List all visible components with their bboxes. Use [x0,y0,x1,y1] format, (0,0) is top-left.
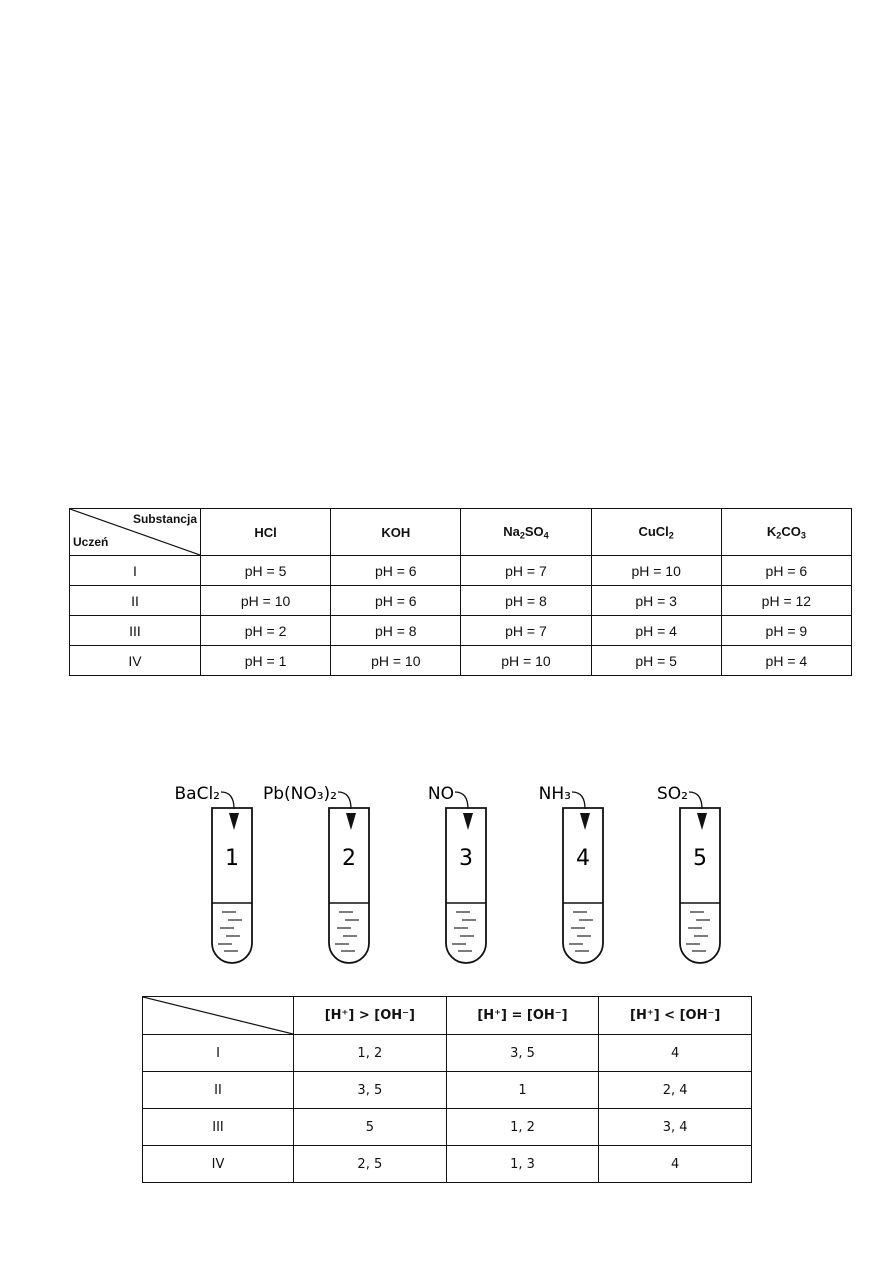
ph-cell: pH = 10 [201,586,331,616]
answer-row [143,1072,752,1109]
arrow-line [572,792,585,809]
answer-header-acidic: [H⁺] > [OH⁻] [294,997,447,1035]
ph-cell: pH = 7 [461,616,591,646]
ph-cell: pH = 6 [331,556,461,586]
tube-outline [563,808,603,963]
answer-row-label: I [143,1035,294,1072]
tube-reagent-label: SO₂ [657,784,688,804]
arrow-head [346,813,356,830]
ph-header: $Na_2SO_4$ [461,509,591,556]
answer-cell: 1, 2 [446,1109,599,1146]
ph-row [70,586,852,616]
tube-number: 5 [693,846,707,871]
answer-row [143,1035,752,1072]
test-tube [175,784,253,963]
answer-cell: 1 [446,1072,599,1109]
ph-table-header-row [70,509,852,556]
ph-row-label: IV [70,646,201,676]
corner-label-substance: Substancja [132,512,197,526]
ph-cell: pH = 3 [591,586,721,616]
tube-number: 4 [576,846,590,871]
ph-cell: pH = 10 [331,646,461,676]
test-tube [657,784,720,963]
ph-table-corner [70,509,201,556]
answer-header-basic: [H⁺] < [OH⁻] [599,997,752,1035]
tube-outline [680,808,720,963]
test-tube [263,784,369,963]
answer-cell: 4 [599,1035,752,1072]
answer-row-label: IV [143,1146,294,1183]
arrow-line [338,792,351,809]
tube-reagent-label: Pb(NO₃)₂ [262,784,337,804]
tube-outline [329,808,369,963]
ph-cell: pH = 5 [591,646,721,676]
arrow-head [697,813,707,830]
tube-outline [446,808,486,963]
ph-row-label: II [70,586,201,616]
answer-cell: 5 [294,1109,447,1146]
arrow-head [229,813,239,830]
tube-outline [212,808,252,963]
arrow-line [221,792,234,809]
answer-cell: 2, 4 [599,1072,752,1109]
ph-cell: pH = 6 [331,586,461,616]
test-tube [539,784,603,963]
answer-cell: 4 [599,1146,752,1183]
ph-row-label: I [70,556,201,586]
answer-table-header-row [143,997,752,1035]
ph-cell: pH = 12 [721,586,851,616]
answer-cell: 3, 4 [599,1109,752,1146]
ph-header: $K_2CO_3$ [721,509,851,556]
tube-number: 1 [225,846,239,871]
answer-header-neutral: [H⁺] = [OH⁻] [446,997,599,1035]
corner-label-student: Uczeń [73,535,109,549]
test-tube [428,784,486,963]
arrow-head [580,813,590,830]
ph-cell: pH = 8 [331,616,461,646]
ph-header: CuCl$_2$ [591,509,721,556]
tube-reagent-label: NH₃ [538,784,571,804]
answer-cell: 3, 5 [446,1035,599,1072]
ph-cell: pH = 1 [201,646,331,676]
answer-cell: 3, 5 [294,1072,447,1109]
diagonal-divider [143,997,293,1034]
ph-cell: pH = 2 [201,616,331,646]
ph-row [70,646,852,676]
ph-cell: pH = 10 [461,646,591,676]
tube-number: 2 [342,846,356,871]
answer-cell: 1, 3 [446,1146,599,1183]
ph-table [69,508,852,676]
ph-cell: pH = 10 [591,556,721,586]
tube-reagent-label: NO [427,784,454,804]
ph-row [70,556,852,586]
ph-cell: pH = 7 [461,556,591,586]
ph-row [70,616,852,646]
tube-number: 3 [459,846,473,871]
ph-cell: pH = 5 [201,556,331,586]
ph-cell: pH = 4 [591,616,721,646]
answer-cell: 2, 5 [294,1146,447,1183]
ph-header: HCl [201,509,331,556]
arrow-line [689,792,702,809]
ph-header: KOH [331,509,461,556]
ph-cell: pH = 9 [721,616,851,646]
answer-row [143,1109,752,1146]
ph-cell: pH = 8 [461,586,591,616]
ph-cell: pH = 6 [721,556,851,586]
answer-table-corner [143,997,294,1035]
test-tubes-diagram [150,775,750,970]
arrow-head [463,813,473,830]
answer-row-label: III [143,1109,294,1146]
answer-cell: 1, 2 [294,1035,447,1072]
answer-row-label: II [143,1072,294,1109]
answer-table [142,996,752,1183]
arrow-line [455,792,468,809]
ph-cell: pH = 4 [721,646,851,676]
answer-row [143,1146,752,1183]
tube-reagent-label: BaCl₂ [174,784,220,804]
ph-row-label: III [70,616,201,646]
